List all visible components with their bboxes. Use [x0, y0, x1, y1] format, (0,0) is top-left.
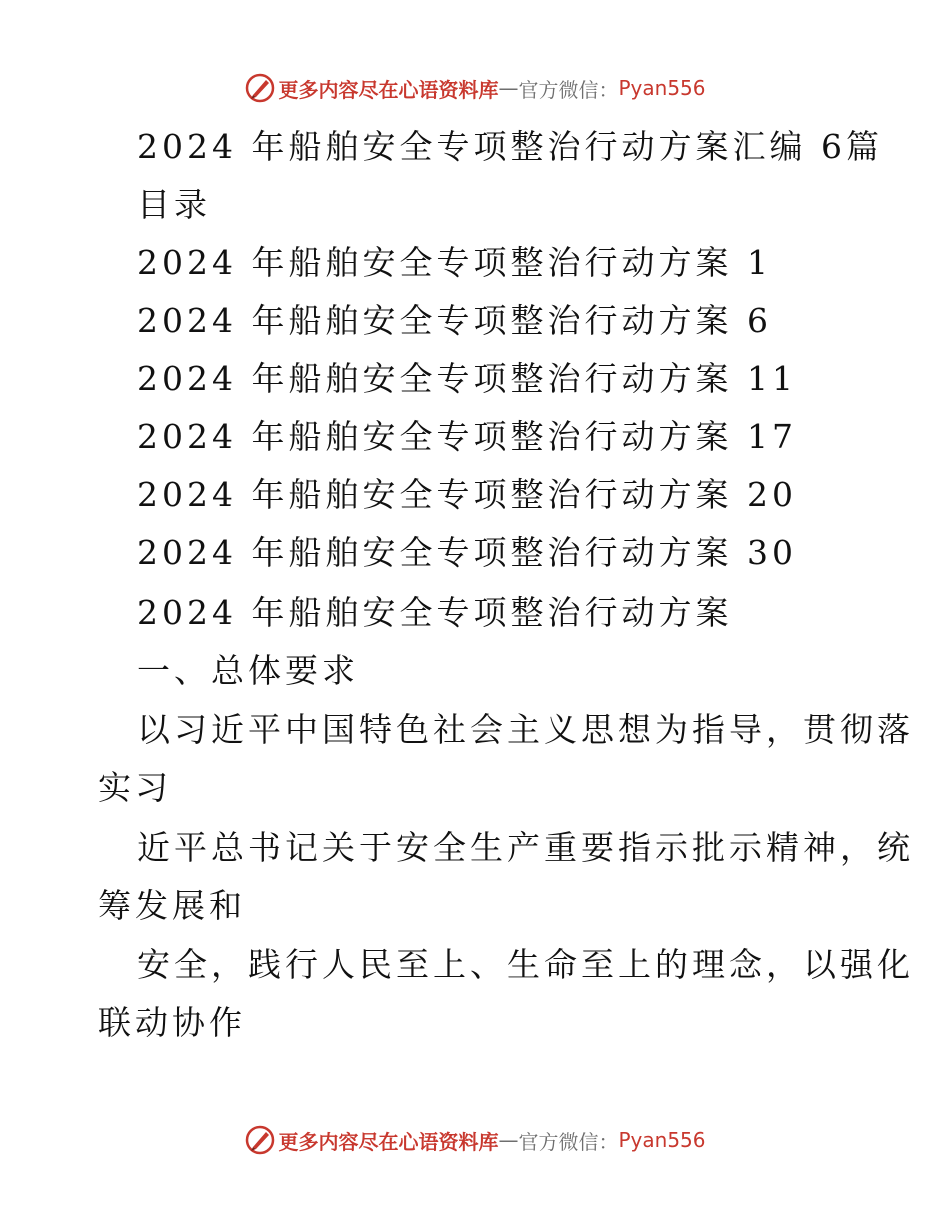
- banner-contact-id: Pyan556: [618, 1128, 706, 1152]
- toc-item[interactable]: 2024 年船舶安全专项整治行动方案 30: [137, 533, 797, 572]
- toc-heading: 目录: [137, 185, 211, 224]
- paragraph-line: 筹发展和: [98, 886, 246, 925]
- pen-logo-icon: [244, 1124, 276, 1156]
- pen-logo-icon: [244, 72, 276, 104]
- banner-site-text: 更多内容尽在心语资料库: [278, 1129, 499, 1154]
- banner-separator: —: [498, 76, 519, 100]
- banner-contact-label: 官方微信：: [518, 77, 619, 102]
- paragraph-line: 近平总书记关于安全生产重要指示批示精神，统: [137, 828, 914, 867]
- toc-item[interactable]: 2024 年船舶安全专项整治行动方案 20: [137, 475, 797, 514]
- section-title: 2024 年船舶安全专项整治行动方案: [137, 593, 733, 632]
- toc-item[interactable]: 2024 年船舶安全专项整治行动方案 6: [137, 301, 772, 340]
- header-banner: [0, 68, 950, 108]
- section-heading: 一、总体要求: [137, 651, 359, 690]
- paragraph-line: 联动协作: [98, 1003, 246, 1042]
- paragraph-line: 实习: [98, 768, 172, 807]
- banner-contact-label: 官方微信：: [518, 1129, 619, 1154]
- document-title: 2024 年船舶安全专项整治行动方案汇编 6篇: [137, 127, 883, 166]
- banner-separator: —: [498, 1128, 519, 1152]
- footer-banner: [0, 1120, 950, 1160]
- banner-site-text: 更多内容尽在心语资料库: [278, 77, 499, 102]
- toc-item[interactable]: 2024 年船舶安全专项整治行动方案 11: [137, 359, 797, 398]
- paragraph-line: 安全，践行人民至上、生命至上的理念，以强化: [137, 945, 914, 984]
- paragraph-line: 以习近平中国特色社会主义思想为指导，贯彻落: [137, 710, 914, 749]
- banner-contact-id: Pyan556: [618, 76, 706, 100]
- toc-item[interactable]: 2024 年船舶安全专项整治行动方案 1: [137, 243, 772, 282]
- toc-item[interactable]: 2024 年船舶安全专项整治行动方案 17: [137, 417, 797, 456]
